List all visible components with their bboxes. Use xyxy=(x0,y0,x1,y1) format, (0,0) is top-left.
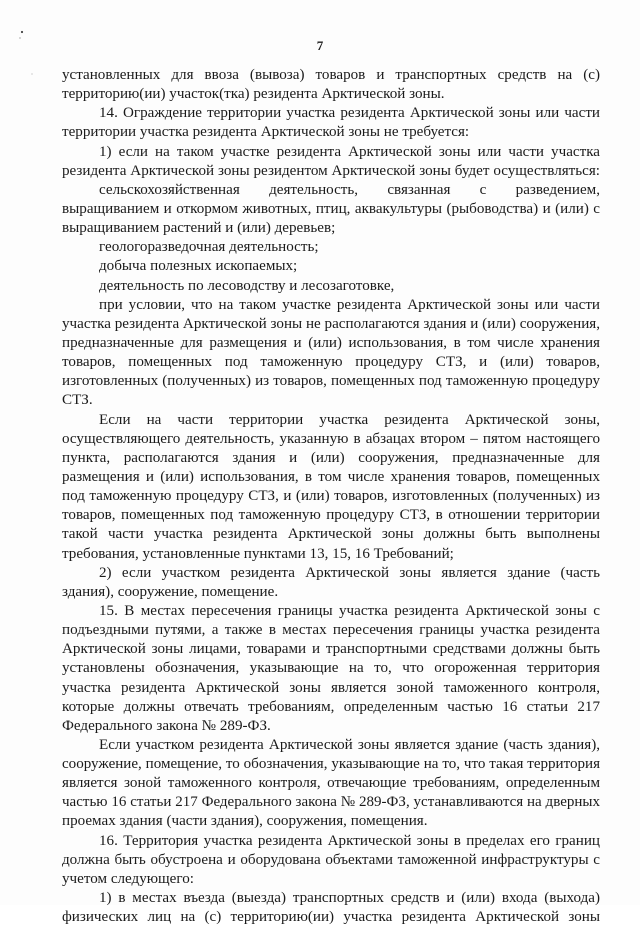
text-line: Арктической зоны лицами, товарами и транспортными средствами должны быть xyxy=(62,641,600,658)
text-line: товаров, помещенных под таможенную процедуру СТЗ, и (или) товаров, xyxy=(62,354,600,371)
text-line: добыча полезных ископаемых; xyxy=(99,258,298,275)
document-body xyxy=(62,66,600,927)
text-line: такой части участка резидента Арктической зоны должны быть выполнены xyxy=(62,526,600,543)
text-line: сооружение, помещение, то обозначения, указывающие на то, что такая территория xyxy=(62,756,600,773)
text-line: 1) в местах въезда (выезда) транспортных средств и (или) входа (выхода) xyxy=(99,890,600,907)
text-line: СТЗ. xyxy=(62,392,93,409)
text-line: которые должны отвечать требованиям, определенным частью 16 статьи 217 xyxy=(62,698,600,715)
text-line: здания), сооружение, помещение. xyxy=(62,583,279,600)
text-line: изготовленных (полученных) из товаров, помещенных под таможенную процедуру xyxy=(62,373,600,390)
text-line: резидента Арктической зоны резидентом Арктической зоны будет осуществляться: xyxy=(62,162,600,179)
text-line: 14. Ограждение территории участка резидента Арктической зоны или части xyxy=(99,105,600,122)
text-line: геологоразведочная деятельность; xyxy=(99,239,319,256)
text-line: частью 16 статьи 217 Федерального закона № 289-ФЗ, устанавливаются на дверных xyxy=(62,794,600,811)
text-line: Если на части территории участка резидента Арктической зоны, xyxy=(99,411,600,428)
text-line: 16. Территория участка резидента Арктической зоны в пределах его границ xyxy=(99,832,600,849)
page-number: 7 xyxy=(316,38,324,53)
text-line: товаров, помещенных под таможенную процедуру СТЗ, в отношении территории xyxy=(62,507,600,524)
text-line: размещения и (или) использования, в том числе хранения товаров, помещенных xyxy=(62,468,600,485)
text-line: является зоной таможенного контроля, отвечающие требованиям, определенным xyxy=(62,775,600,792)
text-line: под таможенную процедуру СТЗ, и (или) товаров, изготовленных (полученных) из xyxy=(62,488,600,505)
text-line: физических лиц на (с) территорию(ии) участка резидента Арктической зоны xyxy=(62,909,600,926)
text-line: Если участком резидента Арктической зоны является здание (часть здания), xyxy=(99,736,600,753)
text-line: 15. В местах пересечения границы участка резидента Арктической зоны с xyxy=(99,602,600,619)
text-line: установлены обозначения, указывающие на то, что огороженная территория xyxy=(62,660,600,677)
text-line: пункта, располагаются здания и (или) сооружения, предназначенные для xyxy=(62,449,600,466)
text-line: требования, установленные пунктами 13, 15, 16 Требований; xyxy=(62,545,454,562)
text-line: учетом следующего: xyxy=(62,870,194,887)
text-line: 1) если на таком участке резидента Арктической зоны или части участка xyxy=(99,143,600,160)
text-line: участка резидента Арктической зоны не располагаются здания и (или) сооружения, xyxy=(62,315,600,332)
text-line: при условии, что на таком участке резидента Арктической зоны или части xyxy=(99,296,600,313)
text-line: должна быть обустроена и оборудована объектами таможенной инфраструктуры с xyxy=(62,851,600,868)
text-line: выращиванием растений и (или) деревьев; xyxy=(62,220,336,237)
text-line: предназначенные для размещения и (или) использования, в том числе хранения xyxy=(62,334,600,351)
text-line: территорию(ии) участок(тка) резидента Арктической зоны. xyxy=(62,86,445,103)
text-line: участка резидента Арктической зоны является зоной таможенного контроля, xyxy=(62,679,600,696)
text-line: сельскохозяйственная деятельность, связанная с разведением, xyxy=(99,181,600,198)
text-line: деятельность по лесоводству и лесозаготовке, xyxy=(99,277,395,294)
text-line: 2) если участком резидента Арктической зоны является здание (часть xyxy=(99,564,600,581)
text-line: территории участка резидента Арктической зоны не требуется: xyxy=(62,124,470,141)
text-line: проемах здания (части здания), сооружения, помещения. xyxy=(62,813,428,830)
text-line: осуществляющего деятельность, указанную в абзацах втором – пятом настоящего xyxy=(62,430,600,447)
text-line: Федерального закона № 289-ФЗ. xyxy=(62,717,271,734)
text-line: установленных для ввоза (вывоза) товаров и транспортных средств на (с) xyxy=(62,67,600,83)
text-line: подъездными путями, а также в местах пересечения границы участка резидента xyxy=(62,622,600,639)
text-line: выращиванием и откормом животных, птиц, аквакультуры (рыбоводства) и (или) с xyxy=(62,200,600,217)
